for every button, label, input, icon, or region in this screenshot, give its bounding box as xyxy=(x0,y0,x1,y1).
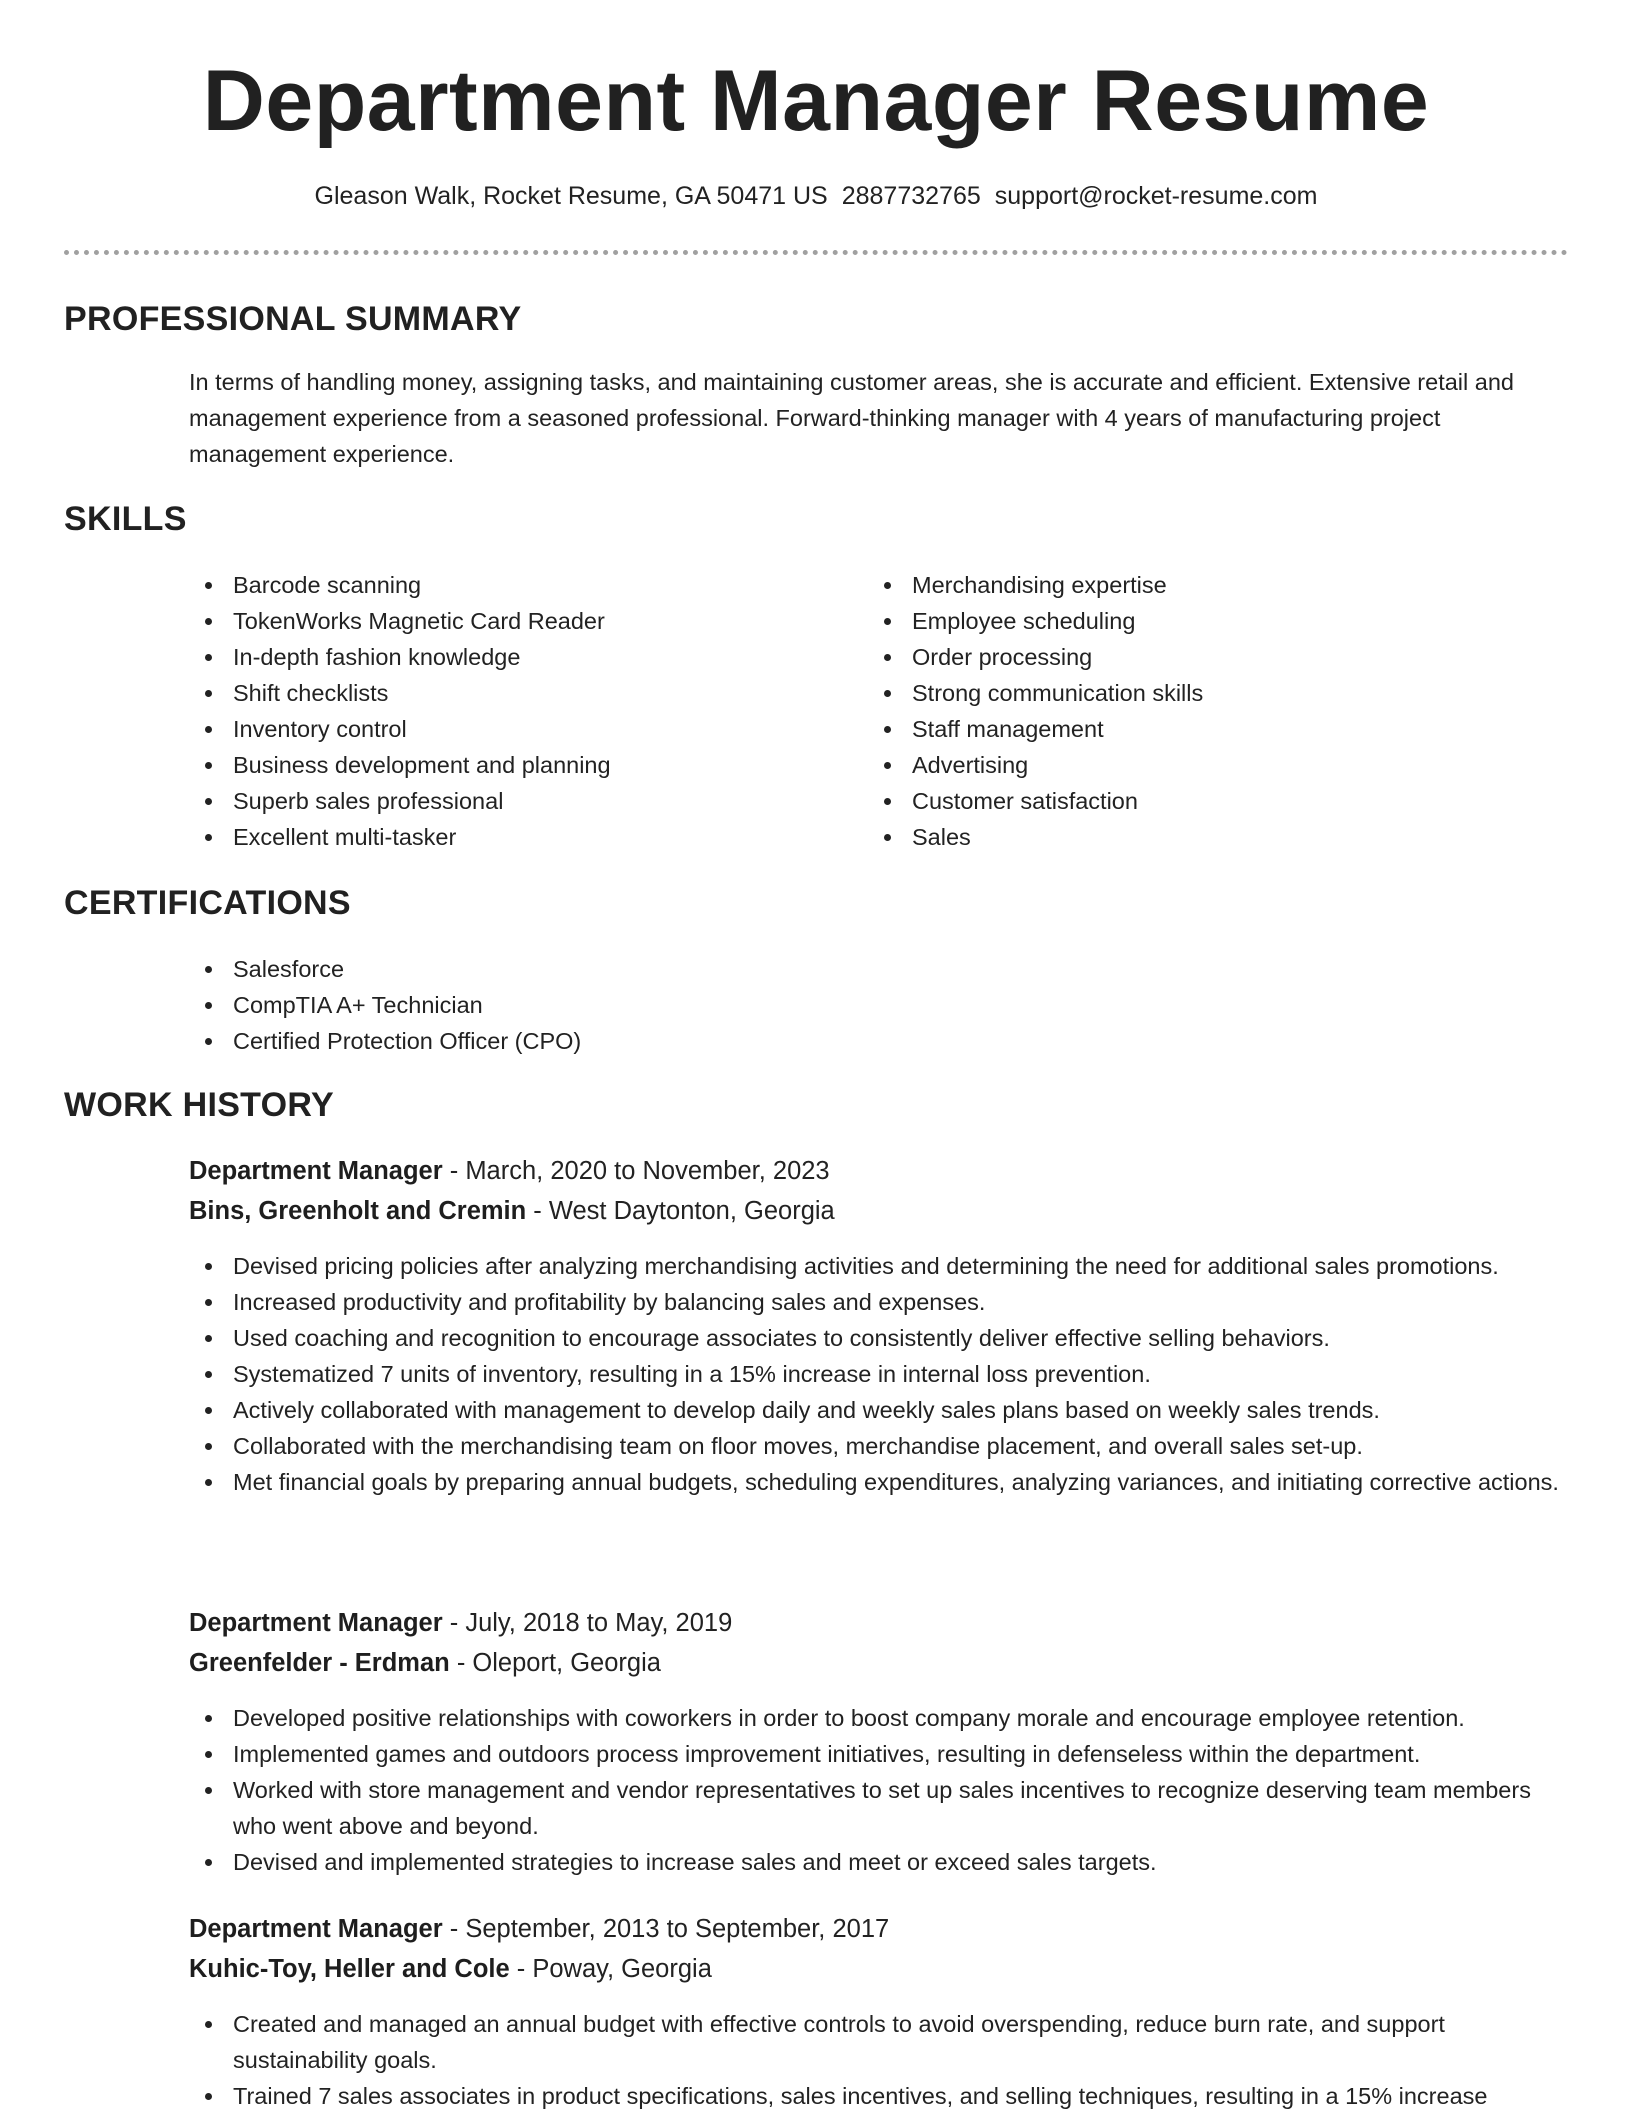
job-role: Department Manager xyxy=(189,1915,443,1943)
skill-item: TokenWorks Magnetic Card Reader xyxy=(189,603,809,639)
job-bullet: Devised pricing policies after analyzing merchandising activities and determining the need for additional sales promotions. xyxy=(189,1248,1569,1284)
job-bullet: Increased productivity and profitability by balancing sales and expenses. xyxy=(189,1284,1569,1320)
skill-item: Strong communication skills xyxy=(868,675,1548,711)
job-bullet: Worked with store management and vendor representatives to set up sales incentives to recognize deserving team members who went above and beyond. xyxy=(189,1772,1569,1844)
skill-item: Merchandising expertise xyxy=(868,567,1548,603)
job-company-line xyxy=(189,1649,661,1678)
job-bullet: Used coaching and recognition to encourage associates to consistently deliver effective selling behaviors. xyxy=(189,1320,1569,1356)
contact-phone: 2887732765 xyxy=(841,182,981,210)
skill-item: Business development and planning xyxy=(189,747,809,783)
job-company: Kuhic-Toy, Heller and Cole xyxy=(189,1955,510,1983)
job-company: Greenfelder - Erdman xyxy=(189,1649,450,1677)
job-dates: - July, 2018 to May, 2019 xyxy=(442,1609,733,1637)
skill-item: Order processing xyxy=(868,639,1548,675)
job-bullet: Met financial goals by preparing annual budgets, scheduling expenditures, analyzing variances, and initiating corrective actions. xyxy=(189,1464,1569,1500)
skill-item: Customer satisfaction xyxy=(868,783,1548,819)
skill-item: Excellent multi-tasker xyxy=(189,819,809,855)
skills-list-left xyxy=(189,567,809,855)
certification-item: Certified Protection Officer (CPO) xyxy=(189,1023,1559,1059)
skill-item: Sales xyxy=(868,819,1548,855)
job-company: Bins, Greenholt and Cremin xyxy=(189,1197,527,1225)
contact-line xyxy=(0,182,1632,211)
resume-title: Department Manager Resume xyxy=(202,53,1430,149)
certifications-heading: CERTIFICATIONS xyxy=(64,884,351,922)
skill-item: Staff management xyxy=(868,711,1548,747)
job-bullet: Systematized 7 units of inventory, resulting in a 15% increase in internal loss prevention. xyxy=(189,1356,1569,1392)
job-bullet: Implemented games and outdoors process improvement initiatives, resulting in defenseless within the department. xyxy=(189,1736,1569,1772)
job-bullet: Created and managed an annual budget with effective controls to avoid overspending, reduce burn rate, and support sustainability goals. xyxy=(189,2006,1569,2078)
skill-item: Barcode scanning xyxy=(189,567,809,603)
job-bullets xyxy=(189,2006,1569,2112)
job-location: - Oleport, Georgia xyxy=(449,1649,661,1677)
job-role: Department Manager xyxy=(189,1609,443,1637)
job-bullets xyxy=(189,1248,1569,1500)
job-location: - West Daytonton, Georgia xyxy=(526,1197,835,1225)
skill-item: Superb sales professional xyxy=(189,783,809,819)
job-dates: - September, 2013 to September, 2017 xyxy=(442,1915,890,1943)
job-company-line xyxy=(189,1197,835,1226)
job-title-line xyxy=(189,1157,830,1186)
certification-item: Salesforce xyxy=(189,951,1559,987)
job-location: - Poway, Georgia xyxy=(509,1955,712,1983)
job-bullet: Actively collaborated with management to develop daily and weekly sales plans based on weekly sales trends. xyxy=(189,1392,1569,1428)
skill-item: In-depth fashion knowledge xyxy=(189,639,809,675)
summary-text: In terms of handling money, assigning tasks, and maintaining customer areas, she is accurate and efficient. Extensive retail and management experience from a seasoned professional. Forward-thinking manager with 4 years of manufacturing project management experience. xyxy=(189,369,1514,467)
job-title-line xyxy=(189,1609,732,1638)
job-dates: - March, 2020 to November, 2023 xyxy=(442,1157,830,1185)
header-divider xyxy=(64,250,1568,255)
skills-heading: SKILLS xyxy=(64,500,187,538)
job-bullet: Trained 7 sales associates in product specifications, sales incentives, and selling techniques, resulting in a 15% increase xyxy=(189,2078,1569,2112)
skill-item: Employee scheduling xyxy=(868,603,1548,639)
job-bullets xyxy=(189,1700,1569,1880)
skill-item: Inventory control xyxy=(189,711,809,747)
job-bullet: Collaborated with the merchandising team on floor moves, merchandise placement, and overall sales set-up. xyxy=(189,1428,1569,1464)
certification-item: CompTIA A+ Technician xyxy=(189,987,1559,1023)
contact-email: support@rocket-resume.com xyxy=(994,182,1318,210)
skill-item: Shift checklists xyxy=(189,675,809,711)
skill-item: Advertising xyxy=(868,747,1548,783)
job-company-line xyxy=(189,1955,712,1984)
job-title-line xyxy=(189,1915,889,1944)
job-bullet: Devised and implemented strategies to increase sales and meet or exceed sales targets. xyxy=(189,1844,1569,1880)
skills-list-right xyxy=(868,567,1548,855)
contact-address: Gleason Walk, Rocket Resume, GA 50471 US xyxy=(314,182,828,210)
work-history-heading: WORK HISTORY xyxy=(64,1086,334,1124)
summary-heading: PROFESSIONAL SUMMARY xyxy=(64,300,522,338)
job-role: Department Manager xyxy=(189,1157,443,1185)
job-bullet: Developed positive relationships with coworkers in order to boost company morale and encourage employee retention. xyxy=(189,1700,1569,1736)
certifications-list xyxy=(189,951,1559,1059)
